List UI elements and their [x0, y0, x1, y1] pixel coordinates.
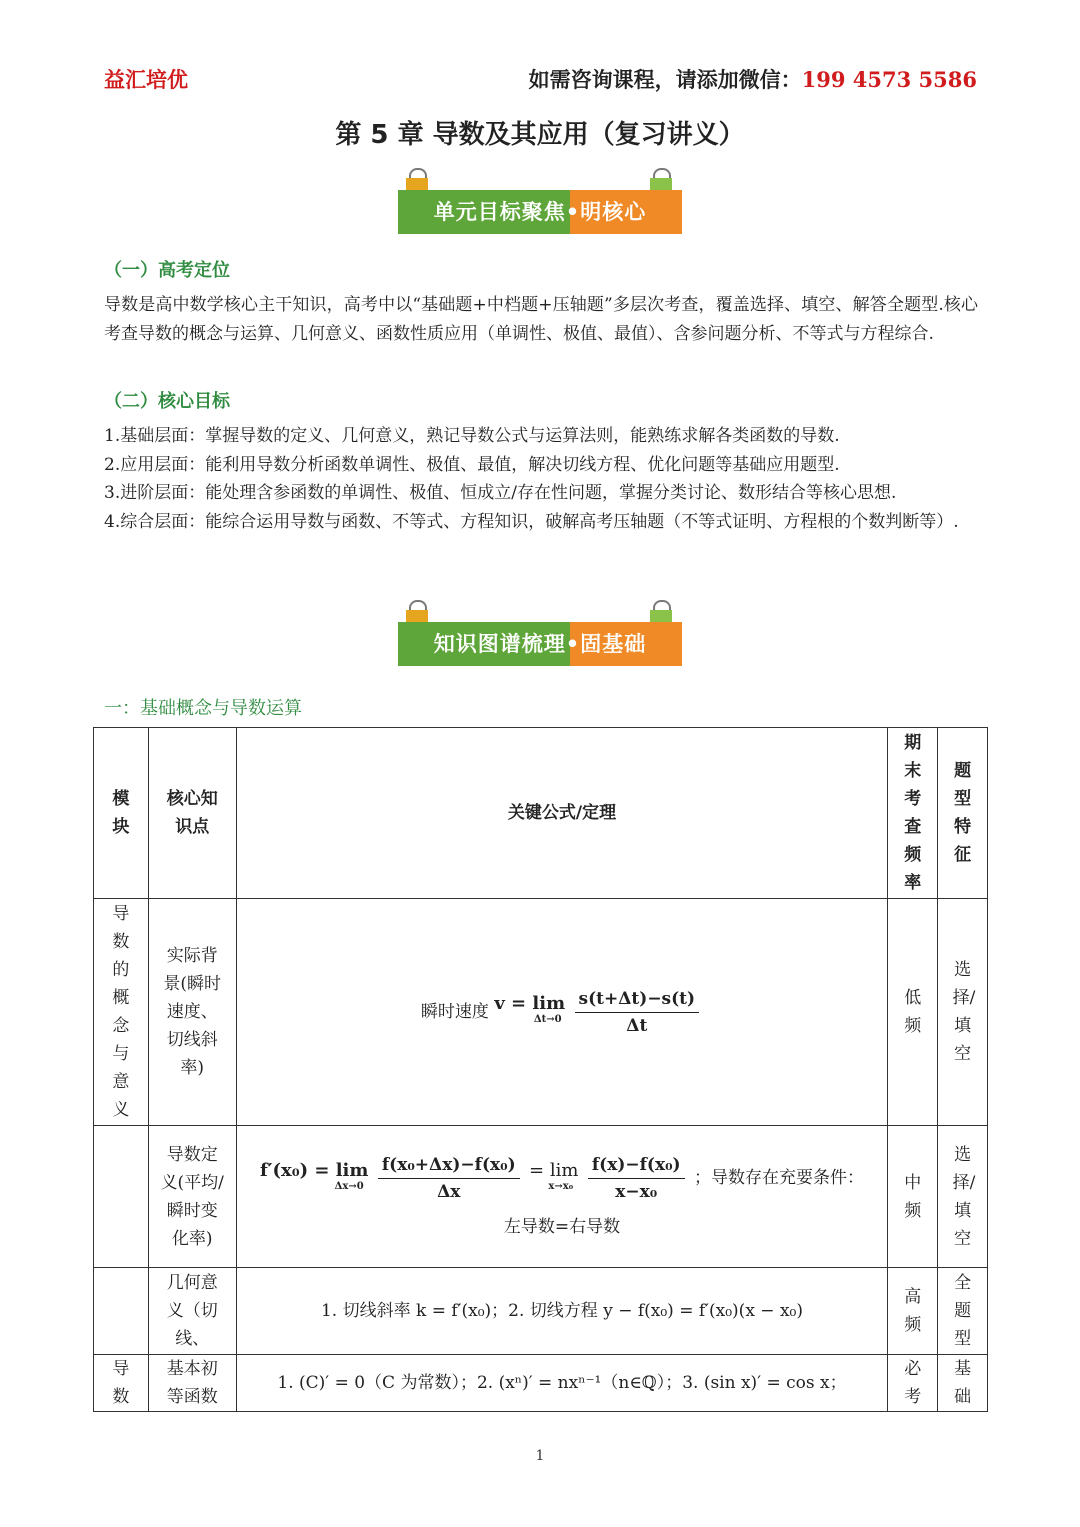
banner-goals-accent: •明核心	[565, 200, 647, 224]
cell-formula	[236, 899, 888, 1126]
formula-label: 瞬时速度	[420, 1001, 495, 1022]
binder-clip-icon	[650, 168, 672, 192]
header-module: 模块	[94, 728, 149, 899]
goal-item: 1.基础层面：掌握导数的定义、几何意义，熟记导数公式与运算法则，能熟练求解各类函数的导数.	[104, 426, 840, 446]
cell-type: 选择/填空	[938, 899, 988, 1126]
header-knowledge: 核心知识点	[148, 728, 236, 899]
section-body-positioning: 导数是高中数学核心主干知识，高考中以“基础题+中档题+压轴题”多层次考查，覆盖选择、填空、解答全题型.核心考查导数的概念与运算、几何意义、函数性质应用（单调性、极值、最值）、含参问题分析、不等式与方程综合.	[104, 295, 978, 344]
contact-phone: 199 4573 5586	[801, 67, 977, 92]
binder-clip-icon	[650, 600, 672, 624]
banner-knowledge-accent: •固基础	[565, 632, 647, 656]
cell-module	[94, 1268, 149, 1355]
cell-knowledge: 几何意义（切线、	[148, 1268, 236, 1355]
limit-expression: f′(x₀) = lim Δx→0	[259, 1159, 369, 1192]
cell-type: 选择/填空	[938, 1126, 988, 1268]
cell-frequency: 高频	[888, 1268, 938, 1355]
goal-item: 2.应用层面：能利用导数分析函数单调性、极值、最值，解决切线方程、优化问题等基础应用题型.	[104, 454, 840, 475]
cell-type: 基础	[938, 1355, 988, 1412]
fraction: $\frac{\text{f(x₀+Δx)−f(x₀)}}{\Delta x}$	[378, 1152, 520, 1205]
section-heading-goals: （二）核心目标	[104, 391, 230, 412]
fraction: $\frac{\text{f(x)−f(x₀)}}{\text{x−x₀}}$	[588, 1152, 685, 1205]
formula-note: ；导数存在充要条件：	[694, 1168, 865, 1188]
limit-expression: = lim x→x₀	[529, 1159, 579, 1192]
table-row	[94, 1126, 988, 1268]
goal-item: 4.综合层面：能综合运用导数与函数、不等式、方程知识，破解高考压轴题（不等式证明、方程根的个数判断等）.	[104, 511, 959, 532]
brand-name: 益汇培优	[104, 67, 188, 92]
header-type: 题型特征	[938, 728, 988, 899]
table-row	[94, 1355, 988, 1412]
contact-info	[529, 64, 977, 94]
page-number: 1	[535, 1448, 545, 1464]
binder-clip-icon	[406, 168, 428, 192]
table-header-row	[94, 728, 988, 899]
table-row	[94, 1268, 988, 1355]
formula-condition: 左导数=右导数	[503, 1217, 621, 1237]
cell-module: 导数的概念与意义	[94, 899, 149, 1126]
goal-item: 3.进阶层面：能处理含参函数的单调性、极值、恒成立/存在性问题，掌握分类讨论、数形结合等核心思想.	[104, 483, 897, 503]
cell-knowledge: 实际背景(瞬时速度、切线斜率)	[148, 899, 236, 1126]
header-frequency: 期末考查频率	[888, 728, 938, 899]
section-heading-positioning: （一）高考定位	[104, 260, 230, 281]
cell-frequency: 低频	[888, 899, 938, 1126]
cell-knowledge: 基本初等函数	[148, 1355, 236, 1412]
cell-module	[94, 1126, 149, 1268]
header-formula: 关键公式/定理	[236, 728, 888, 899]
cell-formula	[236, 1126, 888, 1268]
subheading: 一：基础概念与导数运算	[104, 698, 302, 719]
table-row	[94, 899, 988, 1126]
knowledge-table	[93, 727, 988, 1412]
contact-text: 如需咨询课程，请添加微信：	[528, 67, 802, 92]
goals-list	[104, 422, 978, 536]
cell-formula: 1. 切线斜率 k = f′(x₀)；2. 切线方程 y − f(x₀) = f′(x₀)(x − x₀)	[236, 1268, 888, 1355]
fraction: $\frac{s(t+\Delta t)-s(t)}{\Delta t}$	[575, 986, 700, 1039]
banner-knowledge-main: 知识图谱梳理	[433, 632, 566, 656]
cell-type: 全题型	[938, 1268, 988, 1355]
banner-knowledge	[398, 622, 682, 666]
binder-clip-icon	[406, 600, 428, 624]
cell-frequency: 中频	[888, 1126, 938, 1268]
banner-goals	[398, 190, 682, 234]
banner-goals-main: 单元目标聚焦	[433, 200, 566, 224]
cell-formula: 1. (C)′ = 0（C 为常数）；2. (xⁿ)′ = nxⁿ⁻¹（n∈ℚ）；3. (sin x)′ = cos x；	[236, 1355, 888, 1412]
cell-knowledge: 导数定义(平均/瞬时变化率)	[148, 1126, 236, 1268]
chapter-title: 第 5 章 导数及其应用（复习讲义）	[335, 120, 745, 150]
cell-frequency: 必考	[888, 1355, 938, 1412]
limit-expression: v = lim Δt→0	[494, 993, 566, 1025]
cell-module: 导数	[94, 1355, 149, 1412]
